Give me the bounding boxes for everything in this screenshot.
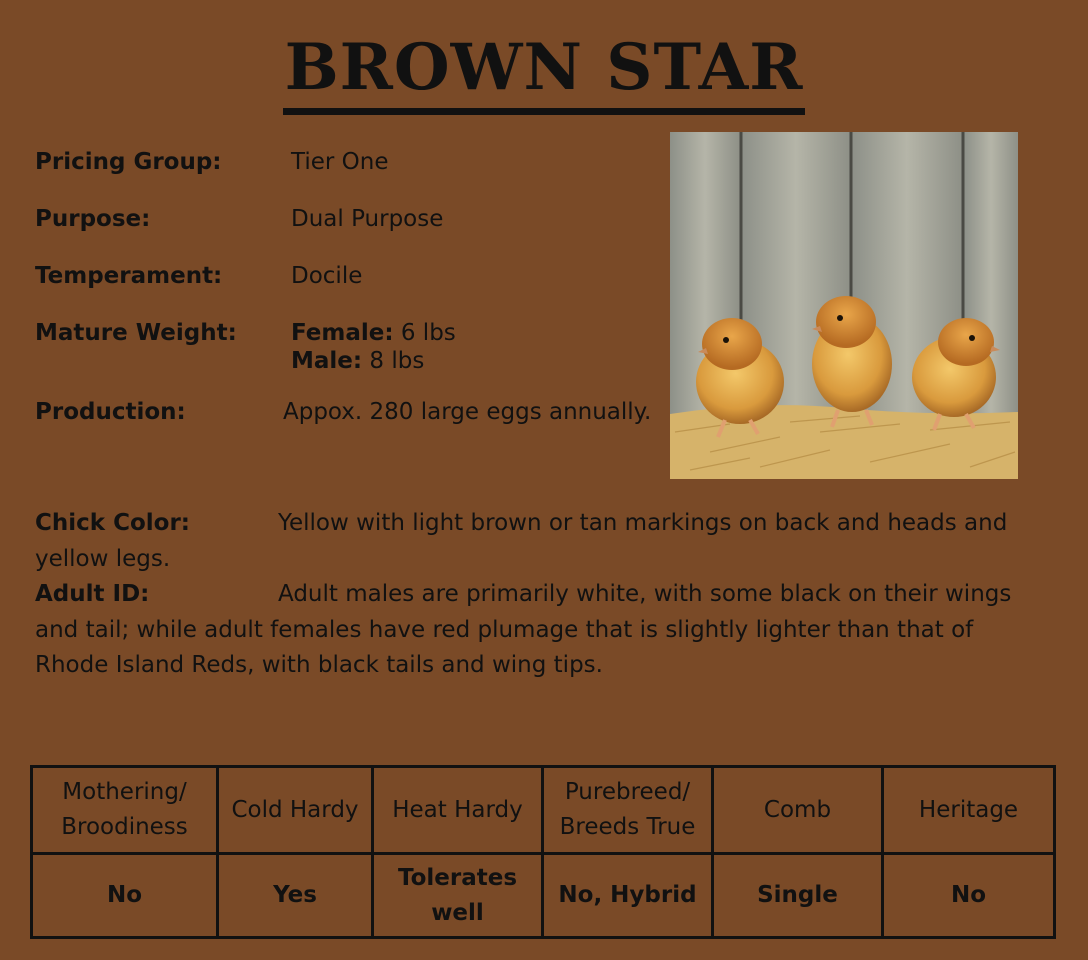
traits-table [30,765,1056,939]
adult-id-paragraph [35,577,1045,684]
value-heritage: No [883,854,1055,938]
detail-value [291,319,456,375]
header-comb: Comb [713,767,883,854]
value-cold-hardy: Yes [218,854,373,938]
page-title: BROWN STAR [0,30,1088,115]
detail-value: Tier One [291,149,389,175]
detail-label: Temperament: [35,263,223,289]
header-cold-hardy: Cold Hardy [218,767,373,854]
chick-color-paragraph [35,506,1045,577]
chick-color-value: Yellow with light brown or tan markings on back and heads and yellow legs. [35,510,1008,572]
traits-value-row [32,854,1055,938]
header-heritage: Heritage [883,767,1055,854]
female-label: Female: [291,320,394,346]
value-purebreed: No, Hybrid [543,854,713,938]
header-mothering: Mothering/ Broodiness [32,767,218,854]
male-label: Male: [291,348,363,374]
traits-header-row [32,767,1055,854]
adult-id-value: Adult males are primarily white, with some black on their wings and tail; while adult females have red plumage that is slightly lighter than that of Rhode Island Reds, with black tails and wing tips. [35,581,1012,678]
detail-value: Dual Purpose [291,206,444,232]
header-purebreed: Purebreed/ Breeds True [543,767,713,854]
breed-description [35,506,1045,684]
detail-label: Production: [35,399,186,425]
female-weight: 6 lbs [400,320,456,346]
chick-color-label: Chick Color: [35,510,190,536]
detail-value: Docile [291,263,363,289]
chicks-photo [670,132,1018,479]
detail-label: Purpose: [35,206,151,232]
adult-id-label: Adult ID: [35,581,150,607]
detail-value: Appox. 280 large eggs annually. [283,399,652,425]
value-heat-hardy: Tolerates well [373,854,543,938]
header-heat-hardy: Heat Hardy [373,767,543,854]
detail-label: Mature Weight: [35,320,237,346]
detail-label: Pricing Group: [35,149,222,175]
value-comb: Single [713,854,883,938]
male-weight: 8 lbs [369,348,425,374]
value-mothering: No [32,854,218,938]
